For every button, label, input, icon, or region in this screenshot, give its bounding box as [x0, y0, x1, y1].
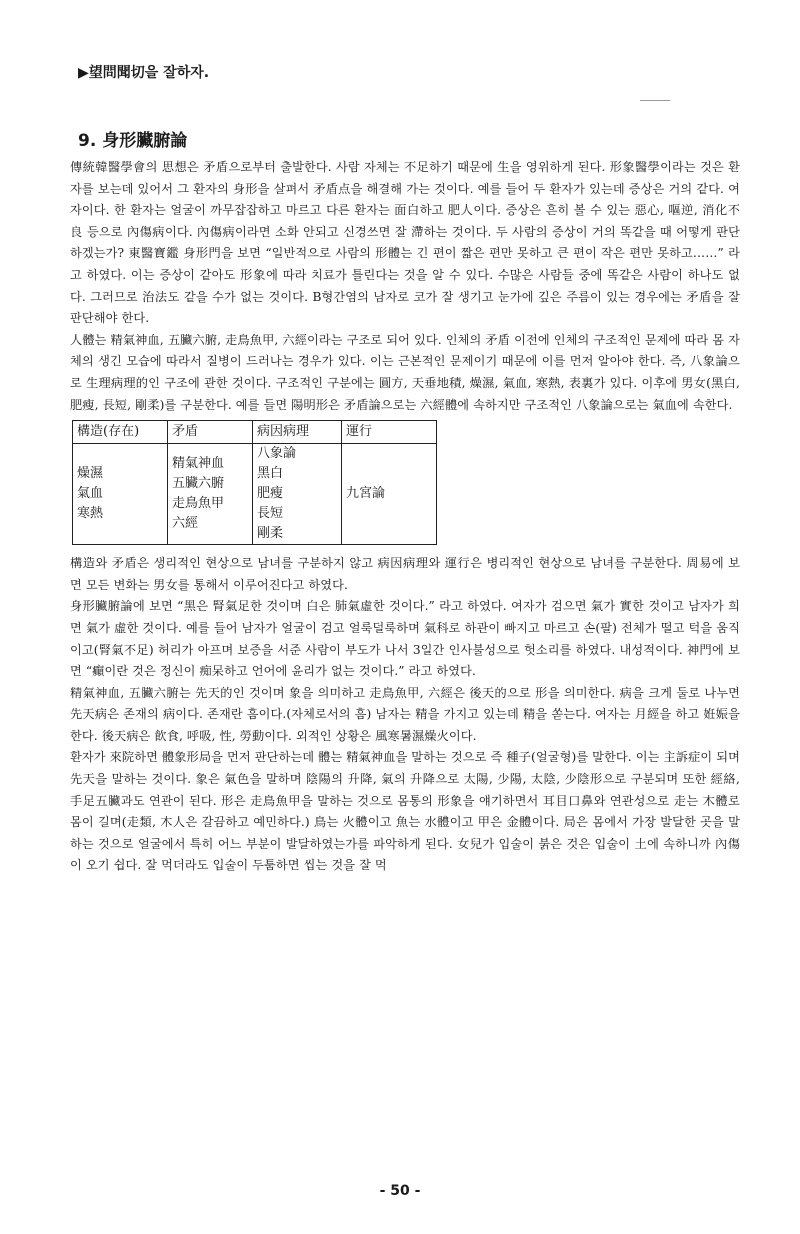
table-cell-line: 肥瘦: [257, 486, 284, 502]
table-cell-line: 寒熱: [77, 506, 104, 522]
table-header-row: [73, 421, 437, 444]
table-header-cell: 運行: [342, 421, 437, 444]
table-header-cell: 矛盾: [168, 421, 253, 444]
paragraph-3: 構造와 矛盾은 생리적인 현상으로 남녀를 구분하지 않고 病因病理와 運行은 병리적인 현상으로 남녀를 구분한다. 周易에 보면 모든 변화는 男女를 통해서 이루어진다고 하였다.: [70, 556, 740, 592]
scan-artifact: [640, 100, 670, 101]
table-cell-line: 九宮論: [346, 486, 386, 502]
table-cell-line: 長短: [257, 506, 284, 522]
table-cell-line: 精氣神血: [172, 456, 225, 472]
section-title: 9. 身形臟腑論: [78, 131, 188, 151]
classification-table: [72, 420, 437, 545]
table-cell-structure: [73, 444, 168, 545]
table-cell-line: 八象論: [257, 446, 297, 462]
table-header-cell: 病因病理: [253, 421, 342, 444]
table-cell-line: 黑白: [257, 466, 284, 482]
paragraph-6: 환자가 來院하면 體象形局을 먼저 판단하는데 體는 精氣神血을 말하는 것으로 즉 種子(얼굴형)를 말한다. 이는 主訴症이 되며 先天을 말하는 것이다. 象은 氣色을 말하며 陰陽의 升降, 氣의 升降으로 太陽, 少陽, 太陰, 少陰形으로 구분되며 또한 經絡, 手足五臟과도 연관이 된다. 形은 走鳥魚甲을 말하는 것으로 몸통의 形象을 얘기하면서 耳目口鼻와 연관성으로 走는 木體로 몸이 길며(走類, 木人은 갈끔하고 예민하다.) 鳥는 火體이고 魚는 水體이고 甲은 金體이다. 局은 몸에서 가장 발달한 곳을 말하는 것으로 얼굴에서 특히 어느 부분이 발달하였는가를 파악하게 된다. 女兒가 입술이 붉은 것은 입술이 土에 속하니까 內傷이 오기 쉽다. 잘 먹더라도 입술이 두툼하면 씹는 것을 잘 먹: [70, 750, 740, 873]
table-cell-line: 燥濕: [77, 466, 104, 482]
table-cell-line: 走鳥魚甲: [172, 496, 225, 512]
table-cell-contradiction: [168, 444, 253, 545]
table-cell-line: 剛柔: [257, 526, 284, 542]
table-cell-line: 氣血: [77, 486, 104, 502]
paragraph-2: 人體는 精氣神血, 五臟六腑, 走鳥魚甲, 六經이라는 구조로 되어 있다. 인체의 矛盾 이전에 인체의 구조적인 문제에 따라 몸 자체의 생긴 모습에 따라서 질병이 드러나는 경우가 있다. 이는 근본적인 문제이기 때문에 이를 먼저 알아야 한다. 즉, 八象論으로 生理病理的인 구조에 관한 것이다. 구조적인 구분에는 圓方, 天垂地積, 燥濕, 氣血, 寒熱, 表裏가 있다. 이후에 男女(黑白, 肥瘦, 長短, 剛柔)를 구분한다. 예를 들면 陽明形은 矛盾論으로는 六經體에 속하지만 구조적인 八象論으로는 氣血에 속한다.: [70, 332, 740, 412]
page-number: - 50 -: [379, 1183, 421, 1199]
table-cell-operation: [342, 444, 437, 545]
paragraph-1: 傳統韓醫學會의 思想은 矛盾으로부터 출발한다. 사람 자체는 不足하기 때문에 生을 영위하게 된다. 形象醫學이라는 것은 환자를 보는데 있어서 그 환자의 身形을 살펴서 矛盾点을 해결해 가는 것이다. 예를 들어 두 환자가 있는데 증상은 거의 같다. 여자이다. 한 환자는 얼굴이 까무잡잡하고 마르고 다른 환자는 面白하고 肥人이다. 증상은 흔히 볼 수 있는 惡心, 嘔逆, 消化不良 등으로 內傷病이다. 內傷病이라면 소화 안되고 신경쓰면 잘 滯하는 것이다. 두 사람의 증상이 거의 똑같을 때 어떻게 판단하겠는가? 東醫寶鑑 身形門을 보면 “일반적으로 사람의 形體는 긴 편이 짧은 편만 못하고 큰 편이 작은 편만 못하고……” 라고 하였다. 이는 증상이 같아도 形象에 따라 치료가 틀린다는 것을 알 수 있다. 수많은 사람들 중에 똑같은 사람이 하나도 없다. 그러므로 治法도 같을 수가 없는 것이다. B형간염의 남자로 코가 잘 생기고 눈가에 깊은 주름이 있는 경우에는 矛盾을 잘 판단해야 한다.: [70, 160, 740, 326]
table-cell-line: 六經: [172, 516, 199, 532]
table-header-cell: 構造(存在): [73, 421, 168, 444]
header-note: ▶望問聞切을 잘하자.: [78, 65, 210, 81]
table-cell-pathology: [253, 444, 342, 545]
table-row: [73, 444, 437, 545]
paragraph-5: 精氣神血, 五臟六腑는 先天的인 것이며 象을 의미하고 走鳥魚甲, 六經은 後天的으로 形을 의미한다. 病을 크게 둘로 나누면 先天病은 존재의 病이다. 존재란 흠이다.(자체로서의 흠) 남자는 精을 가지고 있는데 精을 쏟는다. 여자는 月經을 하고 姙娠을 한다. 後天病은 飮食, 呼吸, 性, 勞動이다. 외적인 상황은 風寒暑濕燥火이다.: [70, 685, 740, 743]
paragraph-4: 身形臟腑論에 보면 “黑은 腎氣足한 것이며 白은 肺氣虛한 것이다.” 라고 하였다. 여자가 검으면 氣가 實한 것이고 남자가 희면 氣가 虛한 것이다. 예를 들어 남자가 얼굴이 검고 얼룩덜룩하며 氣科로 하관이 빠지고 마르고 손(팔) 전체가 떨고 턱을 움직이고(腎氣不足) 허리가 아프며 보증을 서준 사람이 부도가 나서 3일간 인사불성으로 헛소리를 하였다. 내성적이다. 神門에 보면 “癲이란 것은 정신이 痴呆하고 언어에 윤리가 없는 것이다.” 라고 하였다.: [70, 599, 740, 679]
table-cell-line: 五臟六腑: [172, 476, 225, 492]
